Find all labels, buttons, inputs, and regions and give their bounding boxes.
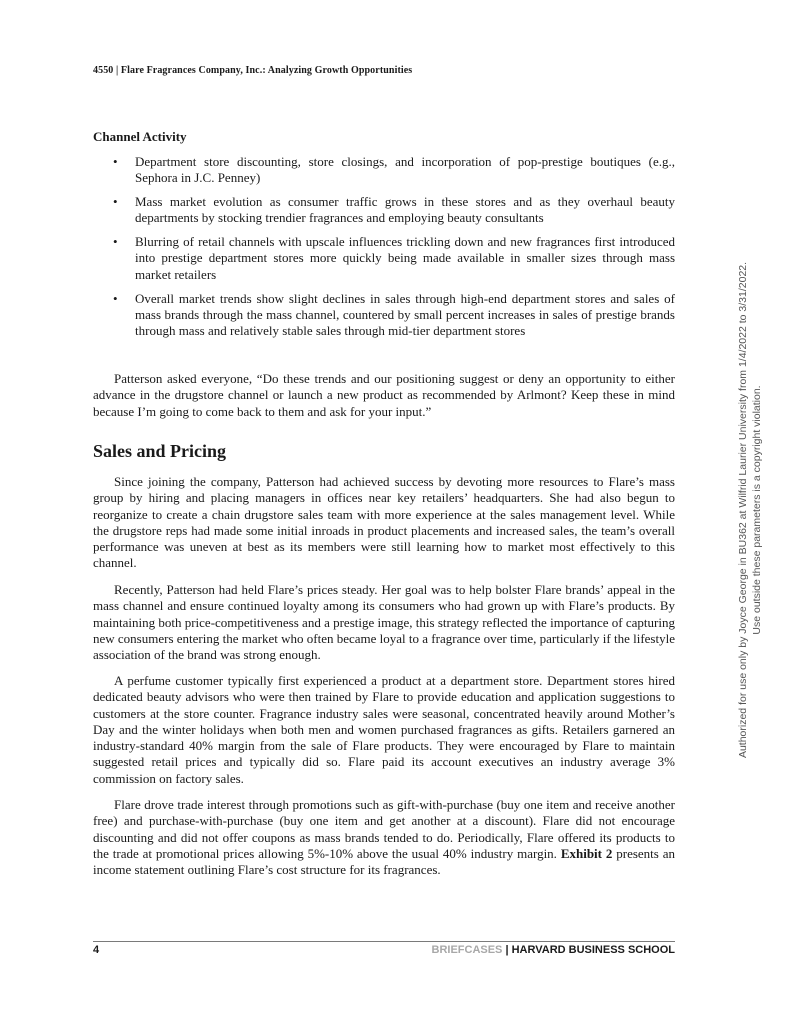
list-item-text: Blurring of retail channels with upscale influences trickling down and new fragrances first introduced into prestige department stores more quickly being made available in smaller sizes through mass market retailers [135, 234, 675, 282]
sales-paragraph-3: A perfume customer typically first experienced a product at a department store. Department stores hired dedicated beauty advisors who were then trained by Flare to provide education and application suggestions to customers at the store counter. Fragrance industry sales were seasonal, concentrated heavily around Mother’s Day and the winter holidays when both men and women purchased fragrances as gifts. Retailers garnered an industry-standard 40% margin from the sale of Flare products. They were encouraged by Flare to maintain suggested retail prices and typically did so. Flare paid its account executives an industry average 3% commission on factory sales. [93, 673, 675, 786]
list-item [93, 194, 675, 227]
bullet-icon: • [113, 154, 118, 169]
paragraph-text: Flare drove trade interest through promotions such as gift-with-purchase (buy one item and receive another free) and purchase-with-purchase (buy one item and get another at a discount). Flare did not encourage discounting and did not offer coupons as mass brands tended to do. Periodically, Flare offered its products to the trade at promotional prices allowing 5%-10% above the usual 40% industry margin. [93, 797, 675, 861]
hbs-label: HARVARD BUSINESS SCHOOL [511, 944, 675, 956]
running-header: 4550 | Flare Fragrances Company, Inc.: Analyzing Growth Opportunities [93, 65, 413, 76]
list-item [93, 234, 675, 283]
channel-activity-heading: Channel Activity [93, 129, 187, 144]
page-number: 4 [93, 944, 100, 956]
sales-paragraph-1: Since joining the company, Patterson had achieved success by devoting more resources to Flare’s mass group by hiring and placing managers in offices near key retailers’ headquarters. She had also begun to reorganize to create a chain drugstore sales team with more experience at the sales management level. While the drugstore reps had made some initial inroads in product placements and increased sales, the team’s overall performance was uneven at best as its members were still learning how to market most effectively to this channel. [93, 474, 675, 571]
document-page [93, 0, 675, 1024]
list-item-text: Mass market evolution as consumer traffic grows in these stores and as they overhaul beauty departments by stocking trendier fragrances and employing beauty consultants [135, 194, 675, 226]
briefcases-label: BRIEFCASES [431, 944, 503, 956]
sales-paragraph-4 [93, 797, 675, 878]
paragraph-text: presents an income statement outlining Flare’s cost structure for its fragrances. [93, 845, 675, 878]
sales-and-pricing-heading: Sales and Pricing [93, 441, 227, 461]
channel-closing-paragraph: Patterson asked everyone, “Do these trends and our positioning suggest or deny an opportunity to either advance in the drugstore channel or launch a new product as recommended by Arlmont? Keep these in mind because I’m going to come back to them and ask for your input.” [93, 371, 675, 419]
list-item [93, 291, 675, 340]
list-item-text: Department store discounting, store closings, and incorporation of pop-prestige boutiques (e.g., Sephora in J.C. Penney) [135, 154, 675, 186]
sales-paragraph-2: Recently, Patterson had held Flare’s prices steady. Her goal was to help bolster Flare brands’ appeal in the mass channel and ensure continued loyalty among its consumers who had grown up with Flare’s products. By maintaining both price-competitiveness and a prestige image, this strategy reflected the importance of capturing new consumers entering the market who often became loyal to a fragrance over time, particularly if the lifestyle association of the brand was strong enough. [93, 582, 675, 663]
list-item-text: Overall market trends show slight declines in sales through high-end department stores and sales of mass brands through the mass channel, countered by small percent increases in sales of prestige brands through mass and relatively stable sales through mid-tier department stores [135, 290, 675, 339]
watermark-line-1: Authorized for use only by Joyce George in BU362 at Wilfrid Laurier University from 1/4/2022 to 3/31/2022. [737, 261, 749, 759]
bullet-icon: • [113, 194, 118, 210]
channel-activity-list [93, 154, 675, 347]
footer-brand [432, 944, 676, 956]
bullet-icon: • [113, 234, 118, 250]
footer-separator: | [502, 944, 512, 956]
exhibit-reference: Exhibit 2 [560, 845, 613, 861]
footer-divider [93, 941, 675, 942]
watermark-line-2: Use outside these parameters is a copyright violation. [751, 385, 763, 635]
list-item [93, 154, 675, 187]
bullet-icon: • [113, 290, 118, 306]
